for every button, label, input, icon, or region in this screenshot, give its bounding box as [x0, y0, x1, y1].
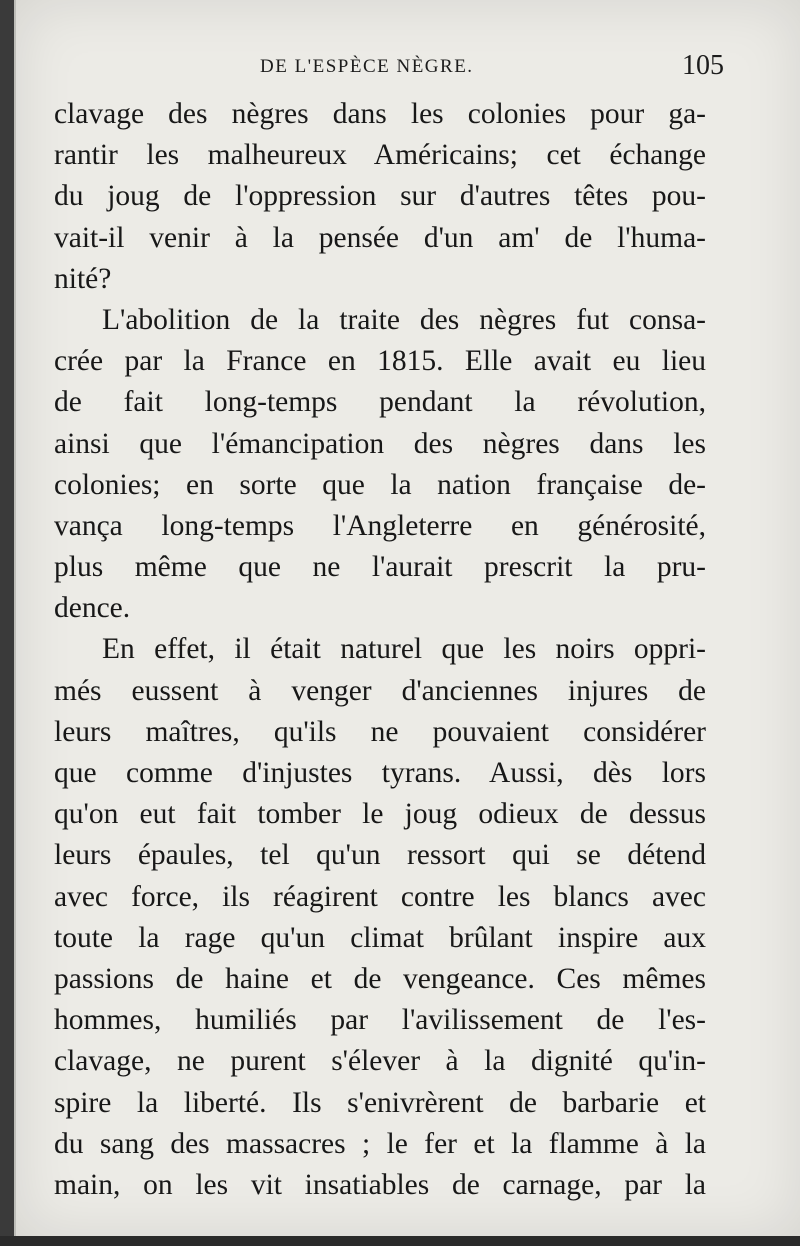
- text-line: passions de haine et de vengeance. Ces mêmes: [54, 962, 706, 995]
- text-line: que comme d'injustes tyrans. Aussi, dès lors: [54, 757, 706, 789]
- scan-edge: [0, 1236, 800, 1246]
- paragraph-1: [54, 94, 706, 300]
- text-line: rantir les malheureux Américains; cet échange: [54, 139, 706, 172]
- text-line: més eussent à venger d'anciennes injures de: [54, 674, 706, 707]
- text-line: crée par la France en 1815. Elle avait eu lieu: [54, 345, 706, 378]
- text-line: L'abolition de la traite des nègres fut consa-: [102, 303, 706, 336]
- text-line: clavage des nègres dans les colonies pour ga-: [54, 98, 706, 130]
- page-number: 105: [682, 50, 724, 81]
- text-line: nité?: [54, 262, 112, 295]
- text-line: hommes, humiliés par l'avilissement de l'es-: [54, 1004, 706, 1037]
- text-line: En effet, il était naturel que les noirs oppri-: [102, 633, 706, 666]
- paragraph-2: [54, 300, 706, 630]
- text-line: colonies; en sorte que la nation française de-: [54, 468, 706, 501]
- text-line: leurs maîtres, qu'ils ne pouvaient considérer: [54, 715, 706, 748]
- text-line: spire la liberté. Ils s'enivrèrent de barbarie et: [54, 1086, 706, 1119]
- text-line: main, on les vit insatiables de carnage, par la: [54, 1168, 706, 1201]
- text-line: du joug de l'oppression sur d'autres têtes pou-: [54, 180, 706, 213]
- text-line: ainsi que l'émancipation des nègres dans les: [54, 427, 706, 460]
- running-head: DE L'ESPÈCE NÈGRE.: [260, 56, 474, 77]
- text-line: plus même que ne l'aurait prescrit la pru-: [54, 551, 706, 584]
- text-line: dence.: [54, 592, 131, 625]
- text-line: du sang des massacres ; le fer et la flamme à la: [54, 1127, 706, 1160]
- text-line: avec force, ils réagirent contre les blancs avec: [54, 880, 706, 913]
- text-line: vança long-temps l'Angleterre en générosité,: [54, 509, 706, 542]
- page-body: [54, 94, 706, 1206]
- text-line: qu'on eut fait tomber le joug odieux de dessus: [54, 798, 706, 831]
- text-line: leurs épaules, tel qu'un ressort qui se détend: [54, 839, 706, 872]
- text-line: clavage, ne purent s'élever à la dignité qu'in-: [54, 1045, 706, 1078]
- text-line: de fait long-temps pendant la révolution,: [54, 386, 706, 419]
- paragraph-3: [54, 629, 706, 1206]
- book-page: [14, 0, 800, 1238]
- text-line: toute la rage qu'un climat brûlant inspire aux: [54, 921, 706, 954]
- text-line: vait-il venir à la pensée d'un am' de l'huma-: [54, 221, 706, 254]
- page-header: [16, 50, 800, 90]
